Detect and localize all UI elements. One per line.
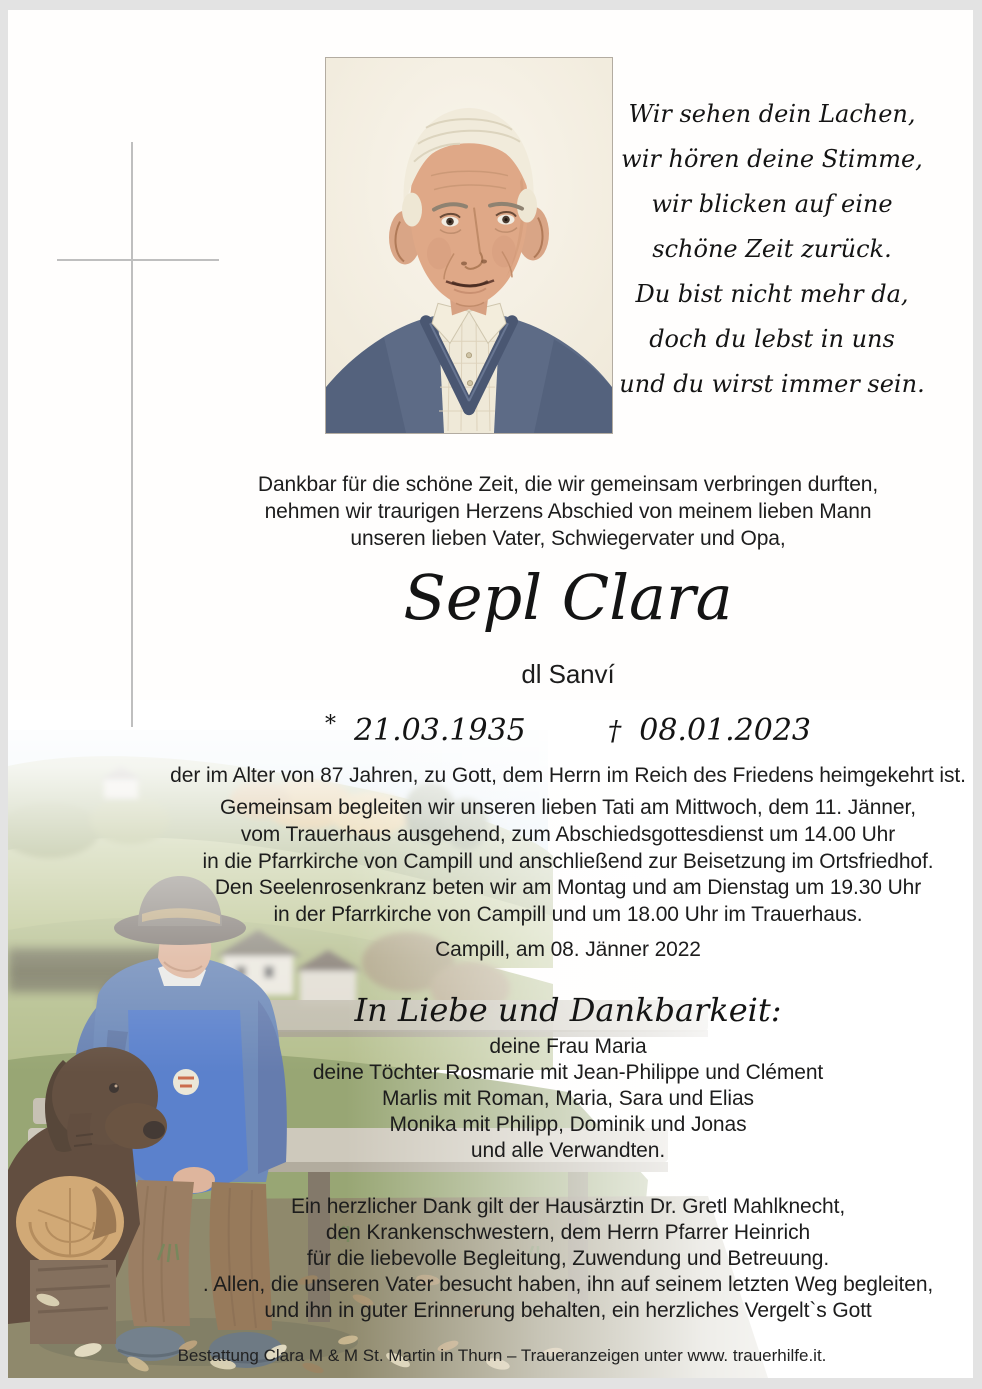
deceased-name: Sepl Clara (403, 561, 733, 634)
thanks-line: den Krankenschwestern, dem Herrn Pfarrer Heinrich (325, 1221, 811, 1244)
birth-date: 21.03.1935 (353, 713, 526, 748)
birth-star-symbol: * (324, 712, 336, 737)
poem-line: wir hören deine Stimme, (621, 145, 923, 173)
poem-line: Wir sehen dein Lachen, (628, 100, 916, 128)
family-list (153, 1034, 973, 1164)
death-cross-symbol: † (607, 716, 622, 747)
memorial-card (8, 10, 973, 1378)
family-line: Marlis mit Roman, Maria, Sara und Elias (382, 1087, 754, 1110)
death-date-group (608, 713, 811, 748)
cross-vertical-bar (131, 142, 133, 727)
memorial-poem (612, 92, 932, 407)
introduction-text (153, 471, 973, 552)
birth-date-group (325, 712, 526, 748)
funeral-home-footer: Bestattung Clara M & M St. Martin in Thurn – Traueranzeigen unter www. trauerhilfe.it. (177, 1346, 827, 1365)
thanks-line: und ihn in guter Erinnerung behalten, ein herzliches Vergelt`s Gott (264, 1299, 872, 1322)
family-line: deine Frau Maria (489, 1035, 647, 1058)
thanks-line: Ein herzlicher Dank gilt der Hausärztin Dr. Gretl Mahlknecht, (290, 1195, 846, 1218)
family-line: Monika mit Philipp, Dominik und Jonas (389, 1113, 747, 1136)
funeral-line: Gemeinsam begleiten wir unseren lieben Tati am Mittwoch, dem 11. Jänner, (220, 796, 916, 819)
intro-line: nehmen wir traurigen Herzens Abschied von meinem lieben Mann (264, 500, 872, 523)
family-line: und alle Verwandten. (470, 1139, 666, 1162)
funeral-line: in die Pfarrkirche von Campill und anschließend zur Beisetzung im Ortsfriedhof. (202, 850, 934, 873)
thanks-text (153, 1194, 973, 1324)
poem-line: Du bist nicht mehr da, (635, 280, 909, 308)
poem-line: und du wirst immer sein. (619, 370, 925, 398)
poem-line: doch du lebst in uns (649, 325, 895, 353)
portrait-photo (325, 57, 613, 434)
rosary-line: Den Seelenrosenkranz beten wir am Montag und am Dienstag um 19.30 Uhr (214, 876, 922, 899)
thanks-line: für die liebevolle Begleitung, Zuwendung und Betreuung. (306, 1247, 830, 1270)
closing-heading: In Liebe und Dankbarkeit: (354, 991, 782, 1029)
intro-line: Dankbar für die schöne Zeit, die wir gemeinsam verbringen durften, (257, 473, 879, 496)
cross-horizontal-bar (57, 259, 219, 261)
family-line: deine Töchter Rosmarie mit Jean-Philippe und Clément (312, 1061, 824, 1084)
life-dates (153, 712, 973, 748)
age-line: der im Alter von 87 Jahren, zu Gott, dem Herrn im Reich des Friedens heimgekehrt ist. (170, 764, 966, 787)
funeral-line: vom Trauerhaus ausgehend, zum Abschiedsgottesdienst um 14.00 Uhr (240, 823, 896, 846)
poem-line: schöne Zeit zurück. (652, 235, 892, 263)
deceased-byname: dl Sanví (521, 659, 615, 689)
rosary-line: in der Pfarrkirche von Campill und um 18.00 Uhr im Trauerhaus. (273, 903, 863, 926)
thanks-line: . Allen, die unseren Vater besucht haben, ihn auf seinem letzten Weg begleiten, (202, 1273, 934, 1296)
death-date: 08.01.2023 (639, 713, 812, 748)
funeral-announcement (153, 794, 973, 875)
place-date-line: Campill, am 08. Jänner 2022 (435, 938, 701, 961)
poem-line: wir blicken auf eine (651, 190, 893, 218)
rosary-announcement (153, 874, 973, 928)
intro-line: unseren lieben Vater, Schwiegervater und Opa, (350, 527, 786, 550)
